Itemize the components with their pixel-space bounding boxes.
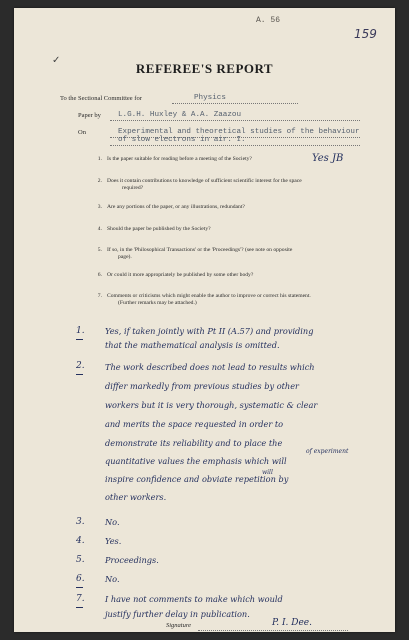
answer-2-line-5: demonstrate its reliability and to place the (105, 438, 283, 448)
answer-2-number: 2. (76, 361, 85, 371)
question-1-text: Is the paper suitable for reading before a meeting of the Society? (107, 156, 252, 162)
answer-1-line-1: Yes, if taken jointly with Pt II (A.57) and providing (105, 326, 314, 336)
answer-7-number: 7. (76, 594, 85, 604)
question-5-number: 5. (97, 247, 102, 253)
paper-by-value: L.G.H. Huxley & A.A. Zaazou (118, 111, 242, 119)
page-title: REFEREE'S REPORT (135, 61, 274, 76)
answer-7-line-2: justify further delay in publication. (105, 609, 250, 619)
paper-by-dotted-line (110, 120, 360, 121)
question-7-number: 7. (97, 293, 102, 299)
answer-2-line-8: other workers. (105, 492, 167, 502)
committee-dotted-line (172, 103, 298, 104)
question-5-text-line-2: page). (118, 254, 132, 260)
answer-2-line-2: differ markedly from previous studies by other (105, 381, 299, 391)
question-5-text-line-1: If so, in the 'Philosophical Transactions' or the 'Proceedings'? (see note on opposite (107, 247, 293, 253)
question-2-number: 2. (97, 178, 102, 184)
answer-2-insert-small: will (262, 469, 273, 476)
question-6-number: 6. (97, 272, 102, 278)
question-4-text: Should the paper be published by the Society? (107, 226, 211, 232)
answer-2-underline (76, 374, 83, 375)
answer-4-number: 4. (76, 536, 85, 546)
on-value-line-2: of slow electrons in air. I. (118, 136, 246, 144)
answer-2-line-3: workers but it is very thorough, systematic & clear (105, 400, 318, 410)
on-value-line-1: Experimental and theoretical studies of the behaviour (118, 128, 360, 136)
question-7-text-line-1: Comments or criticisms which might enable the author to improve or correct his statement. (107, 293, 311, 299)
answer-1-line-2: that the mathematical analysis is omitted. (105, 340, 280, 350)
answer-5-text: Proceedings. (105, 555, 159, 565)
answer-2-insert-above: of experiment (306, 448, 349, 455)
reference-number: A. 56 (256, 16, 281, 25)
page-number: 159 (354, 27, 377, 41)
referee-report-page (14, 8, 395, 632)
signature-dotted-line (198, 630, 348, 631)
question-1-marginal-note: Yes JB (312, 153, 344, 164)
answer-4-text: Yes. (105, 536, 122, 546)
answer-1-number: 1. (76, 326, 85, 336)
question-6-text: Or could it more appropriately be published by some other body? (107, 272, 254, 278)
question-7-text-line-2: (Further remarks may be attached.) (118, 300, 197, 306)
signature-value: P. I. Dee. (272, 618, 312, 628)
question-3-text: Are any portions of the paper, or any illustrations, redundant? (107, 204, 245, 210)
signature-label: Signature (166, 622, 192, 629)
answer-2-line-7: inspire confidence and obviate repetition by (105, 474, 289, 484)
answer-7-underline (76, 607, 83, 608)
question-4-number: 4. (97, 226, 102, 232)
answer-2-line-4: and merits the space requested in order to (105, 419, 284, 429)
tick-mark-icon: ✓ (52, 55, 61, 66)
question-1-number: 1. (97, 156, 102, 162)
on-label: On (78, 129, 86, 136)
answer-2-line-6: quantitative values the emphasis which will (105, 456, 287, 466)
question-3-number: 3. (97, 204, 102, 210)
on-dotted-line-2 (110, 145, 360, 146)
answer-7-line-1: I have not comments to make which would (105, 594, 283, 604)
answer-3-number: 3. (76, 517, 85, 527)
question-2-text-line-1: Does it contain contributions to knowledge of sufficient scientific interest for the space (107, 178, 302, 184)
paper-by-label: Paper by (78, 112, 101, 119)
answer-6-text: No. (105, 574, 120, 584)
question-2-text-line-2: required? (122, 185, 144, 191)
answer-6-number: 6. (76, 574, 85, 584)
answer-2-line-1: The work described does not lead to results which (105, 362, 315, 372)
answer-6-underline (76, 587, 83, 588)
answer-5-number: 5. (76, 555, 85, 565)
answer-3-text: No. (105, 517, 120, 527)
answer-1-underline (76, 339, 83, 340)
committee-value: Physics (194, 94, 226, 102)
committee-label: To the Sectional Committee for (60, 95, 142, 102)
